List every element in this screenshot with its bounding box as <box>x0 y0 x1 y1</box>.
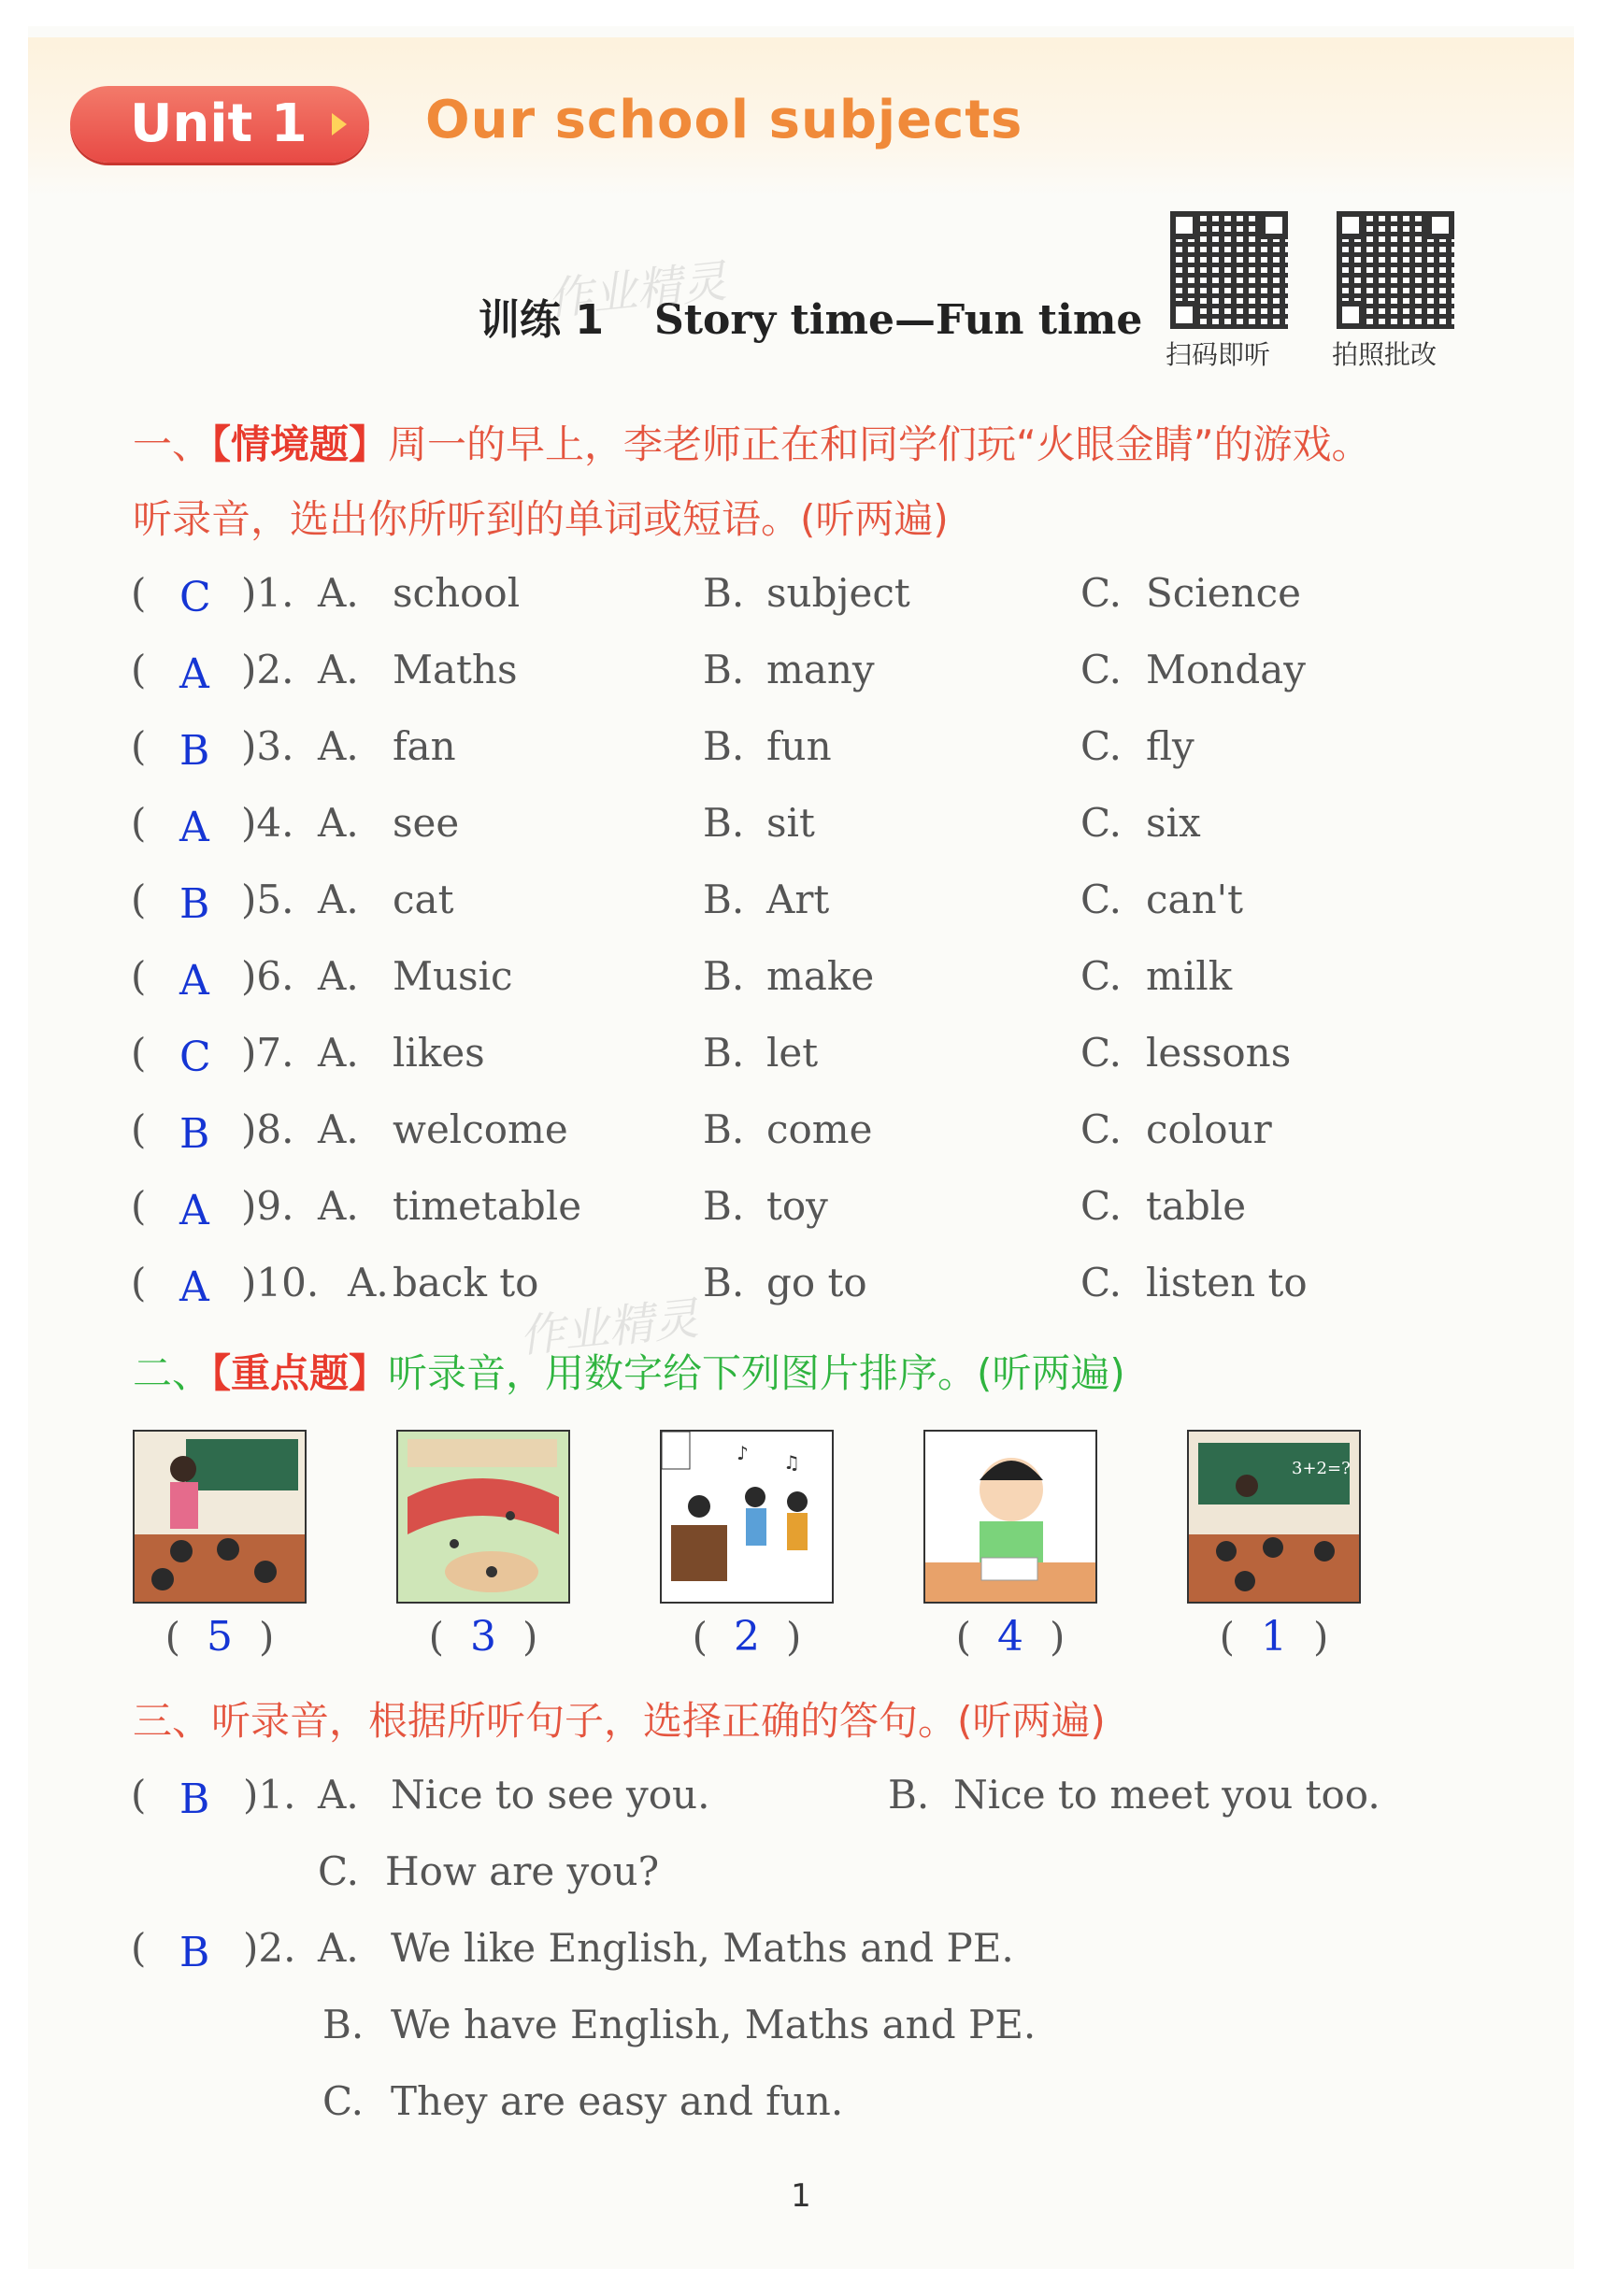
picture-music-class <box>660 1430 834 1604</box>
question-row <box>131 877 1486 933</box>
answer-mark: B <box>179 880 210 928</box>
section1-instruction: 周一的早上，李老师正在和同学们玩“火眼金睛”的游戏。 <box>388 421 1371 467</box>
option-label: A. <box>318 1772 359 1818</box>
section3-question-2-option-b <box>131 2002 1486 2058</box>
unit-title: Our school subjects <box>425 90 1023 150</box>
picture-order-answer <box>660 1613 834 1661</box>
option-label: A. <box>318 723 359 769</box>
svg-text:♫: ♫ <box>783 1451 800 1474</box>
open-paren: ( <box>131 1925 147 1971</box>
picture-order-answer <box>923 1613 1097 1661</box>
section3-question-2-option-c <box>131 2078 1486 2134</box>
lesson-name: Story time—Fun time <box>653 296 1143 344</box>
option-text: How are you? <box>385 1848 660 1894</box>
option-label: C. <box>322 2078 364 2124</box>
section1-instruction-2: 听录音，选出你所听到的单词或短语。(听两遍) <box>133 496 949 542</box>
answer-mark: 5 <box>207 1613 233 1661</box>
section3-question-2 <box>131 1925 1486 1981</box>
lesson-number: 训练 1 <box>479 296 604 344</box>
open-paren: ( <box>692 1614 708 1660</box>
question-number: )1. <box>243 1772 296 1818</box>
picture-order-answer <box>133 1613 307 1661</box>
question-number: )3. <box>241 723 294 769</box>
option-label: C. <box>318 1848 359 1894</box>
open-paren: ( <box>164 1614 180 1660</box>
option-label: B. <box>703 800 745 846</box>
option-label: B. <box>322 2002 365 2047</box>
option-label: A. <box>318 647 359 692</box>
open-paren: ( <box>428 1614 444 1660</box>
option-label: B. <box>703 877 745 922</box>
unit-badge: Unit 1 <box>70 86 369 163</box>
question-row <box>131 1260 1486 1316</box>
option-label: C. <box>1080 723 1122 769</box>
option-label: B. <box>703 1106 745 1152</box>
option-text: make <box>766 953 875 999</box>
answer-mark: B <box>179 1929 210 1976</box>
option-label: A. <box>318 953 359 999</box>
picture-playground <box>396 1430 570 1604</box>
option-text: toy <box>766 1183 828 1229</box>
section2-prefix: 二、 <box>133 1350 212 1396</box>
section2-tag: 【重点题】 <box>211 1350 389 1396</box>
option-text: They are easy and fun. <box>391 2078 844 2124</box>
option-label: B. <box>703 953 745 999</box>
option-text: Art <box>766 877 830 922</box>
option-text: lessons <box>1146 1030 1292 1076</box>
open-paren: ( <box>131 647 147 692</box>
option-text: Nice to meet you too. <box>953 1772 1380 1818</box>
answer-mark: B <box>179 1775 210 1823</box>
play-arrow-icon <box>332 113 347 135</box>
option-text: come <box>766 1106 873 1152</box>
option-text: subject <box>766 570 910 616</box>
option-text: fan <box>393 723 456 769</box>
section3-question-1-option-c <box>131 1848 1486 1904</box>
option-text: many <box>766 647 875 692</box>
option-text: Nice to see you. <box>391 1772 710 1818</box>
answer-mark: A <box>179 1263 209 1311</box>
section1-tag: 【情境题】 <box>211 421 389 467</box>
question-row <box>131 953 1486 1009</box>
close-paren: ) <box>786 1614 802 1660</box>
option-label: B. <box>703 1183 745 1229</box>
question-row <box>131 570 1486 626</box>
section2-heading <box>133 1346 1125 1402</box>
option-label: B. <box>703 647 745 692</box>
answer-mark: A <box>179 804 209 851</box>
watermark-text: 作业精灵 <box>517 1292 701 1363</box>
question-number: )2. <box>241 647 294 692</box>
section2-instruction: 听录音，用数字给下列图片排序。(听两遍) <box>388 1350 1125 1396</box>
option-text: fly <box>1146 723 1194 769</box>
answer-mark: B <box>179 727 210 775</box>
option-label: C. <box>1080 647 1122 692</box>
option-text: six <box>1146 800 1201 846</box>
answer-mark: C <box>179 1034 211 1081</box>
question-number: )9. <box>241 1183 294 1229</box>
close-paren: ) <box>522 1614 538 1660</box>
option-text: school <box>393 570 521 616</box>
picture-order-answer <box>1187 1613 1361 1661</box>
option-text: sit <box>766 800 815 846</box>
question-row <box>131 1106 1486 1162</box>
option-label: B. <box>703 570 745 616</box>
option-label: B. <box>703 723 745 769</box>
option-label: C. <box>1080 877 1122 922</box>
question-number: )2. <box>243 1925 296 1971</box>
option-label: C. <box>1080 1106 1122 1152</box>
option-text: timetable <box>393 1183 582 1229</box>
open-paren: ( <box>131 570 147 616</box>
answer-mark: A <box>179 957 209 1005</box>
svg-text:3+2=?: 3+2=? <box>1292 1459 1351 1478</box>
qr-code-icon[interactable] <box>1170 211 1288 329</box>
option-label: A. <box>318 1030 359 1076</box>
watermark-text: 作业精灵 <box>545 255 729 326</box>
answer-mark: 2 <box>734 1613 760 1661</box>
close-paren: ) <box>259 1614 275 1660</box>
option-text: see <box>393 800 460 846</box>
option-label: C. <box>1080 570 1122 616</box>
option-text: can't <box>1146 877 1244 922</box>
option-label: A. <box>318 1183 359 1229</box>
question-row <box>131 800 1486 856</box>
answer-mark: C <box>179 574 211 621</box>
open-paren: ( <box>131 1106 147 1152</box>
option-text: let <box>766 1030 819 1076</box>
svg-text:♪: ♪ <box>737 1442 749 1464</box>
question-row <box>131 647 1486 703</box>
option-label: C. <box>1080 1260 1122 1305</box>
question-number: )10. <box>241 1260 320 1305</box>
option-label: A. <box>348 1260 389 1305</box>
open-paren: ( <box>131 1772 147 1818</box>
open-paren: ( <box>131 953 147 999</box>
option-text: Maths <box>393 647 518 692</box>
option-label: A. <box>318 877 359 922</box>
open-paren: ( <box>131 800 147 846</box>
question-row <box>131 1183 1486 1239</box>
option-text: back to <box>393 1260 539 1305</box>
option-text: Science <box>1146 570 1302 616</box>
option-label: C. <box>1080 1030 1122 1076</box>
answer-mark: 4 <box>997 1613 1023 1661</box>
qr-code-icon[interactable] <box>1337 211 1454 329</box>
answer-mark: B <box>179 1110 210 1158</box>
question-number: )4. <box>241 800 294 846</box>
close-paren: ) <box>1050 1614 1066 1660</box>
section3-question-1 <box>131 1772 1486 1828</box>
question-number: )7. <box>241 1030 294 1076</box>
picture-maths-class <box>1187 1430 1361 1604</box>
option-label: B. <box>703 1260 745 1305</box>
option-text: fun <box>766 723 832 769</box>
open-paren: ( <box>131 1030 147 1076</box>
option-text: welcome <box>393 1106 568 1152</box>
option-label: A. <box>318 1925 359 1971</box>
open-paren: ( <box>131 723 147 769</box>
option-label: A. <box>318 570 359 616</box>
answer-mark: 1 <box>1261 1613 1287 1661</box>
open-paren: ( <box>955 1614 971 1660</box>
option-text: listen to <box>1146 1260 1308 1305</box>
option-label: B. <box>703 1030 745 1076</box>
option-text: Music <box>393 953 513 999</box>
section1-heading <box>133 417 1371 473</box>
option-label: A. <box>318 1106 359 1152</box>
section3-heading: 三、听录音，根据所听句子，选择正确的答句。(听两遍) <box>133 1698 1106 1744</box>
page-number: 1 <box>791 2177 811 2215</box>
option-label: A. <box>318 800 359 846</box>
option-text: We like English, Maths and PE. <box>391 1925 1014 1971</box>
qr-label-listen: 扫码即听 <box>1166 339 1271 370</box>
option-label: B. <box>888 1772 930 1818</box>
picture-order-answer <box>396 1613 570 1661</box>
question-number: )8. <box>241 1106 294 1152</box>
option-text: cat <box>393 877 454 922</box>
option-text: milk <box>1146 953 1233 999</box>
option-text: table <box>1146 1183 1247 1229</box>
open-paren: ( <box>131 1183 147 1229</box>
section1-prefix: 一、 <box>133 421 212 467</box>
question-row <box>131 1030 1486 1086</box>
option-text: go to <box>766 1260 867 1305</box>
question-number: )6. <box>241 953 294 999</box>
qr-label-correct: 拍照批改 <box>1332 339 1438 370</box>
option-text: Monday <box>1146 647 1306 692</box>
option-label: C. <box>1080 953 1122 999</box>
answer-mark: A <box>179 650 209 698</box>
answer-mark: A <box>179 1187 209 1234</box>
answer-mark: 3 <box>470 1613 496 1661</box>
question-number: )1. <box>241 570 294 616</box>
picture-boy-drawing <box>923 1430 1097 1604</box>
option-label: C. <box>1080 800 1122 846</box>
picture-classroom-teacher <box>133 1430 307 1604</box>
open-paren: ( <box>131 1260 147 1305</box>
close-paren: ) <box>1313 1614 1329 1660</box>
option-text: likes <box>393 1030 485 1076</box>
question-number: )5. <box>241 877 294 922</box>
option-text: colour <box>1146 1106 1272 1152</box>
question-row <box>131 723 1486 779</box>
open-paren: ( <box>1219 1614 1235 1660</box>
open-paren: ( <box>131 877 147 922</box>
option-text: We have English, Maths and PE. <box>391 2002 1037 2047</box>
option-label: C. <box>1080 1183 1122 1229</box>
